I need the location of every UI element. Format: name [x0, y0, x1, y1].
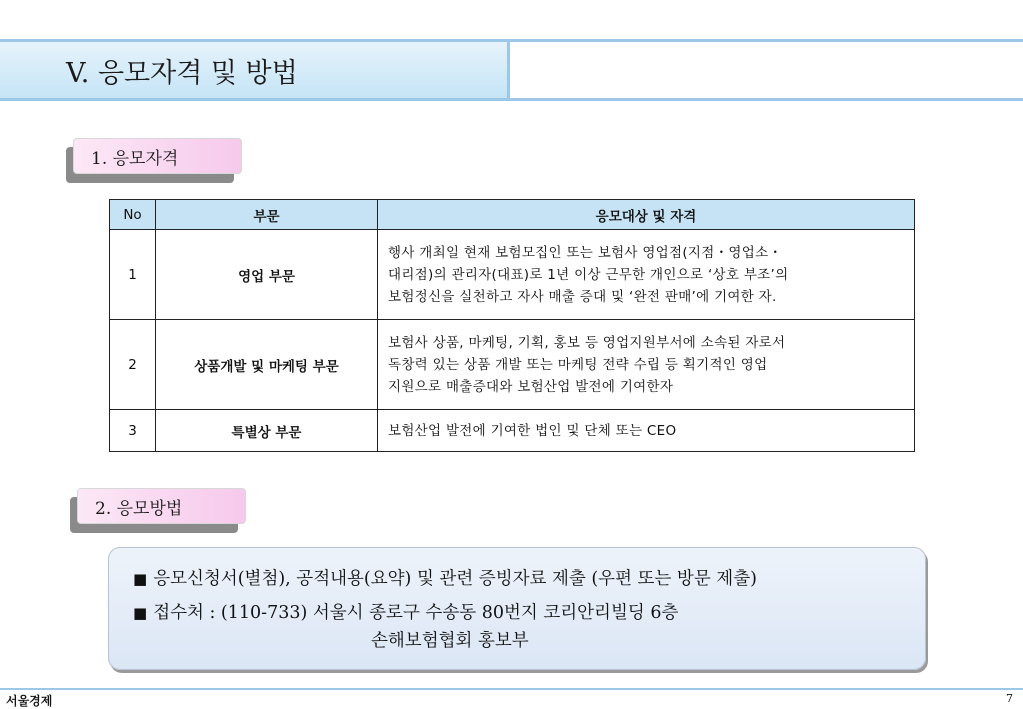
section2-label: [70, 488, 246, 526]
description-line: 보험정신을 실천하고 자사 매출 증대 및 ‘완전 판매’에 기여한 자.: [388, 288, 777, 305]
table-row: [110, 320, 915, 410]
description-line: 독창력 있는 상품 개발 또는 마케팅 전략 수립 등 획기적인 영업: [388, 356, 768, 373]
method-item: [133, 565, 757, 590]
section1-label: [66, 138, 242, 176]
column-header-no: No: [110, 200, 156, 230]
description-line: 보험산업 발전에 기여한 법인 및 단체 또는 CEO: [388, 422, 677, 439]
table-row: [110, 230, 915, 320]
title-panel: [0, 42, 510, 98]
page-number: 7: [1006, 692, 1013, 705]
section2-title: 2. 응모방법: [95, 498, 183, 519]
square-bullet-icon: ■: [133, 604, 148, 622]
table-row: [110, 410, 915, 452]
square-bullet-icon: ■: [133, 570, 148, 588]
column-header-qualification: 응모대상 및 자격: [378, 200, 915, 230]
row-description: [378, 320, 915, 410]
section2-label-box: [77, 488, 246, 524]
description-line: 보험사 상품, 마케팅, 기획, 홍보 등 영업지원부서에 소속된 자로서: [388, 334, 786, 351]
description-line: 지원으로 매출증대와 보험산업 발전에 기여한자: [388, 378, 674, 395]
application-method-box: [108, 547, 926, 670]
row-number: 2: [110, 320, 156, 410]
description-line: 행사 개최일 현재 보험모집인 또는 보험사 영업점(지점・영업소・: [388, 244, 783, 261]
title-bar: [0, 39, 1023, 101]
row-number: 3: [110, 410, 156, 452]
column-header-category: 부문: [156, 200, 378, 230]
table-header-row: [110, 200, 915, 230]
row-category: 상품개발 및 마케팅 부문: [156, 320, 378, 410]
description-line: 대리점)의 관리자(대표)로 1년 이상 근무한 개인으로 ‘상호 부조’의: [388, 266, 789, 283]
footer-organization: 서울경제: [6, 694, 53, 708]
method-item: [133, 599, 678, 624]
method-address-continuation: 손해보험협회 홍보부: [371, 631, 529, 651]
footer: [0, 688, 1023, 708]
row-description: [378, 230, 915, 320]
row-category: 영업 부문: [156, 230, 378, 320]
page-title: V. 응모자격 및 방법: [66, 57, 298, 89]
row-category: 특별상 부문: [156, 410, 378, 452]
method-text: 응모신청서(별첨), 공적내용(요약) 및 관련 증빙자료 제출 (우편 또는 방문 제출): [153, 569, 757, 589]
row-number: 1: [110, 230, 156, 320]
method-text: 접수처 : (110-733) 서울시 종로구 수송동 80번지 코리안리빌딩 6층: [153, 603, 679, 623]
title-blank-panel: [510, 42, 1023, 98]
eligibility-table: [109, 199, 915, 452]
section1-label-box: [73, 138, 242, 174]
row-description: [378, 410, 915, 452]
section1-title: 1. 응모자격: [91, 148, 179, 169]
